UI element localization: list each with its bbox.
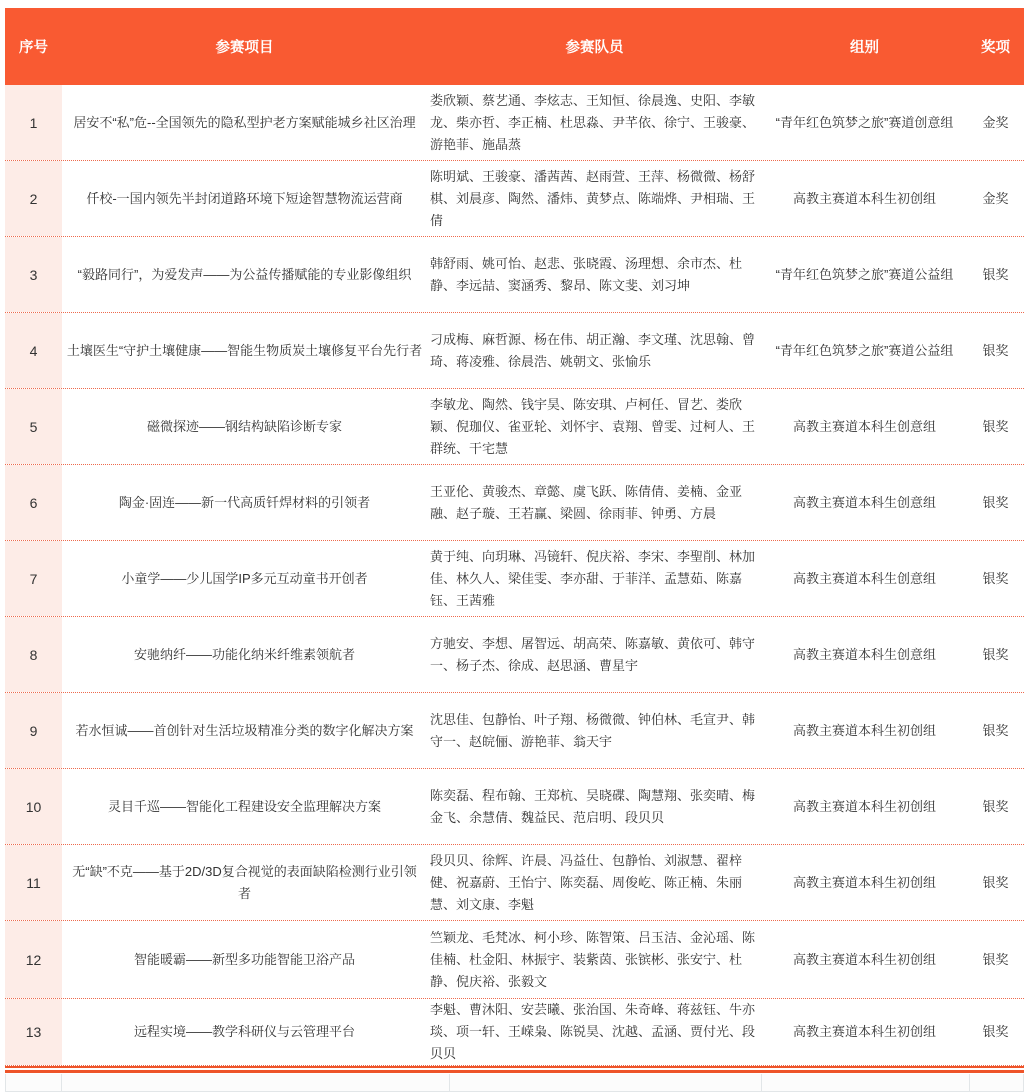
cell-members	[427, 769, 762, 844]
cell-project	[62, 999, 427, 1065]
empty-partial-row	[5, 1074, 1024, 1092]
col-header-award: 奖项	[981, 40, 1010, 56]
cell-group-text: 高教主赛道本科生初创组	[792, 722, 936, 738]
empty-cell	[5, 1074, 62, 1091]
cell-group	[762, 313, 967, 388]
cell-project-text: 小童学——少儿国学IP多元互动童书开创者	[121, 570, 368, 586]
cell-group-text: 高教主赛道本科生初创组	[792, 874, 936, 890]
cell-project	[62, 769, 427, 844]
cell-members-text: 李敏龙、陶然、钱宇昊、陈安琪、卢柯任、冒艺、娄欣颖、倪珈仪、雀亚轮、刘怀宇、袁翔、曾雯、过柯人、王群统、干宅慧	[430, 396, 756, 456]
cell-project	[62, 389, 427, 464]
cell-no-text: 3	[29, 266, 38, 283]
table-row	[5, 541, 1024, 617]
cell-award-text: 银奖	[982, 494, 1009, 510]
table-row	[5, 693, 1024, 769]
empty-cell	[970, 1074, 1024, 1091]
cell-award	[967, 999, 1024, 1065]
cell-group-text: 高教主赛道本科生初创组	[792, 190, 936, 206]
cell-project	[62, 313, 427, 388]
cell-no	[5, 541, 62, 616]
cell-project-text: 陶金·固连——新一代高质钎焊材料的引领者	[118, 494, 371, 510]
cell-group	[762, 85, 967, 160]
cell-group	[762, 541, 967, 616]
cell-group	[762, 617, 967, 692]
cell-group	[762, 845, 967, 920]
table-row	[5, 85, 1024, 161]
empty-cell	[62, 1074, 450, 1091]
cell-group-text: 高教主赛道本科生创意组	[792, 494, 936, 510]
cell-project	[62, 693, 427, 768]
table-header-row	[5, 8, 1024, 85]
cell-group	[762, 769, 967, 844]
cell-members-text: 韩舒雨、姚可怡、赵悲、张晓霞、汤理想、余市杰、杜静、李远喆、窦涵秀、黎昂、陈文斐、刘习坤	[430, 255, 743, 293]
cell-award-text: 银奖	[982, 342, 1009, 358]
cell-no-text: 9	[29, 722, 38, 739]
cell-members	[427, 237, 762, 312]
cell-award	[967, 541, 1024, 616]
cell-award	[967, 313, 1024, 388]
cell-project	[62, 541, 427, 616]
cell-award	[967, 693, 1024, 768]
cell-group	[762, 693, 967, 768]
table-row	[5, 921, 1024, 999]
cell-group-text: 高教主赛道本科生初创组	[792, 798, 936, 814]
cell-award	[967, 465, 1024, 540]
cell-no	[5, 845, 62, 920]
cell-award-text: 银奖	[982, 570, 1009, 586]
cell-no-text: 12	[25, 951, 42, 968]
cell-members	[427, 693, 762, 768]
cell-members	[427, 85, 762, 160]
cell-group-text: “青年红色筑梦之旅”赛道公益组	[775, 342, 954, 358]
cell-award-text: 银奖	[982, 1024, 1009, 1039]
empty-cell	[450, 1074, 762, 1091]
cell-no-text: 13	[25, 1024, 42, 1040]
cell-no	[5, 999, 62, 1065]
cell-no	[5, 769, 62, 844]
cell-no	[5, 389, 62, 464]
table-row	[5, 999, 1024, 1066]
cell-members	[427, 161, 762, 236]
cell-project-text: 磁微探迹——钢结构缺陷诊断专家	[146, 418, 342, 434]
cell-award	[967, 921, 1024, 998]
table-row	[5, 617, 1024, 693]
cell-project	[62, 85, 427, 160]
cell-group-text: 高教主赛道本科生初创组	[792, 1024, 936, 1039]
table-row	[5, 313, 1024, 389]
cell-project-text: 灵目千巡——智能化工程建设安全监理解决方案	[107, 798, 381, 814]
cell-project-text: 土壤医生“守护土壤健康——智能生物质炭土壤修复平台先行者	[66, 342, 423, 358]
cell-members	[427, 617, 762, 692]
cell-members	[427, 313, 762, 388]
cell-group	[762, 999, 967, 1065]
cell-project-text: 安驰纳纤——功能化纳米纤维素领航者	[133, 646, 355, 662]
cell-project-text: 若水恒诚——首创针对生活垃圾精准分类的数字化解决方案	[75, 722, 414, 738]
cell-group-text: 高教主赛道本科生初创组	[792, 951, 936, 967]
cell-group-text: “青年红色筑梦之旅”赛道创意组	[775, 114, 954, 130]
cell-project	[62, 921, 427, 998]
cell-award	[967, 617, 1024, 692]
cell-no	[5, 617, 62, 692]
cell-group-text: 高教主赛道本科生创意组	[792, 646, 936, 662]
cell-group-text: 高教主赛道本科生创意组	[792, 570, 936, 586]
cell-project-text: 智能暖霸——新型多功能智能卫浴产品	[133, 951, 355, 967]
cell-project-text: 远程实境——教学科研仪与云管理平台	[133, 1024, 355, 1039]
cell-award-text: 银奖	[982, 646, 1009, 662]
cell-members	[427, 999, 762, 1065]
cell-project-text: 无“缺”不克——基于2D/3D复合视觉的表面缺陷检测行业引领者	[72, 863, 417, 901]
cell-award-text: 金奖	[982, 190, 1009, 206]
cell-award-text: 银奖	[982, 266, 1009, 282]
cell-no	[5, 921, 62, 998]
col-header-no: 序号	[19, 40, 48, 56]
cell-no	[5, 161, 62, 236]
cell-group	[762, 389, 967, 464]
cell-award-text: 银奖	[982, 418, 1009, 434]
cell-no	[5, 313, 62, 388]
cell-group	[762, 161, 967, 236]
footer-rule-bottom	[5, 1070, 1024, 1073]
cell-members-text: 段贝贝、徐辉、许晨、冯益仕、包静怡、刘淑慧、翟梓健、祝嘉蔚、王怡宁、陈奕磊、周俊屹、陈正楠、朱丽慧、刘文康、李魁	[430, 852, 743, 912]
table-row	[5, 389, 1024, 465]
cell-award	[967, 769, 1024, 844]
cell-award-text: 银奖	[982, 951, 1009, 967]
cell-no-text: 7	[29, 570, 38, 587]
cell-no-text: 1	[29, 114, 38, 131]
cell-no	[5, 693, 62, 768]
cell-project	[62, 237, 427, 312]
cell-no-text: 10	[25, 798, 42, 815]
cell-award	[967, 237, 1024, 312]
cell-project-text: “毅路同行”，为爱发声——为公益传播赋能的专业影像组织	[77, 266, 412, 282]
cell-award-text: 银奖	[982, 722, 1009, 738]
table-row	[5, 845, 1024, 921]
col-header-project: 参赛项目	[215, 40, 274, 56]
cell-members-text: 陈明斌、王骏豪、潘茜茜、赵雨萱、王萍、杨微微、杨舒棋、刘晨彦、陶然、潘炜、黄梦点、陈端烨、尹相瑞、王倩	[430, 168, 756, 228]
empty-cell	[762, 1074, 970, 1091]
cell-no-text: 11	[26, 874, 41, 891]
cell-project	[62, 161, 427, 236]
cell-award	[967, 389, 1024, 464]
cell-award-text: 金奖	[982, 114, 1009, 130]
table-row	[5, 769, 1024, 845]
table-row	[5, 161, 1024, 237]
cell-members-text: 陈奕磊、程布翰、王郑杭、吴晓碟、陶慧翔、张奕晴、梅金飞、余慧倩、魏益民、范启明、段贝贝	[430, 787, 756, 825]
awards-table	[5, 8, 1024, 1092]
cell-award-text: 银奖	[982, 874, 1009, 890]
cell-no-text: 4	[29, 342, 38, 359]
cell-members	[427, 465, 762, 540]
cell-members-text: 黄于纯、向玥琳、冯镜轩、倪庆裕、李宋、李聖削、林加佳、林久人、梁佳雯、李亦甜、于菲洋、孟慧茹、陈嘉钰、王茜雅	[430, 548, 756, 608]
cell-project	[62, 465, 427, 540]
cell-group	[762, 237, 967, 312]
cell-members-text: 刁成梅、麻哲源、杨在伟、胡正瀚、李文瑾、沈思翰、曾琦、蒋凌雅、徐晨浩、姚朝文、张愉乐	[430, 331, 756, 369]
cell-group	[762, 921, 967, 998]
cell-members	[427, 541, 762, 616]
col-header-group: 组别	[850, 40, 879, 56]
cell-group-text: 高教主赛道本科生创意组	[792, 418, 936, 434]
cell-members-text: 李魁、曹沐阳、安芸曦、张治国、朱奇峰、蒋兹钰、牛亦琰、项一轩、王嵘枭、陈锐昊、沈越、孟涵、贾付光、段贝贝	[430, 1002, 756, 1061]
cell-members-text: 沈思佳、包静怡、叶子翔、杨微微、钟伯林、毛宣尹、韩守一、赵皖俪、游艳菲、翁天宇	[430, 711, 756, 749]
cell-no	[5, 85, 62, 160]
cell-no-text: 8	[29, 646, 38, 663]
cell-members-text: 娄欣颖、蔡艺通、李炫志、王知恒、徐晨逸、史阳、李敏龙、柴亦哲、李正楠、杜思淼、尹芊依、徐宁、王骏豪、游艳菲、施晶蒸	[430, 92, 756, 152]
cell-project	[62, 617, 427, 692]
cell-no-text: 6	[29, 494, 38, 511]
cell-no-text: 5	[29, 418, 38, 435]
cell-members-text: 方驰安、李想、屠智远、胡高荣、陈嘉敏、黄依可、韩守一、杨子杰、徐成、赵思涵、曹星宇	[430, 635, 756, 673]
cell-members	[427, 921, 762, 998]
cell-no	[5, 465, 62, 540]
cell-award-text: 银奖	[982, 798, 1009, 814]
cell-award	[967, 85, 1024, 160]
cell-no-text: 2	[29, 190, 38, 207]
cell-project-text: 居安不“私”危--全国领先的隐私型护老方案赋能城乡社区治理	[73, 114, 416, 130]
table-row	[5, 237, 1024, 313]
cell-project	[62, 845, 427, 920]
cell-members	[427, 389, 762, 464]
col-header-members: 参赛队员	[565, 40, 624, 56]
cell-project-text: 仟校-一国内领先半封闭道路环境下短途智慧物流运营商	[86, 190, 403, 206]
table-body	[5, 85, 1024, 1066]
table-row	[5, 465, 1024, 541]
cell-award	[967, 845, 1024, 920]
cell-group	[762, 465, 967, 540]
cell-members-text: 竺颖龙、毛梵冰、柯小珍、陈智策、吕玉洁、金沁瑶、陈佳楠、杜金阳、林振宇、装紫茵、张镔彬、张安宁、杜静、倪庆裕、张毅文	[430, 929, 756, 989]
cell-members-text: 王亚伦、黄骏杰、章懿、虞飞跃、陈倩倩、姜楠、金亚融、赵子璇、王若赢、梁圆、徐雨菲、钟勇、方晨	[430, 483, 743, 521]
cell-group-text: “青年红色筑梦之旅”赛道公益组	[775, 266, 954, 282]
cell-no	[5, 237, 62, 312]
cell-members	[427, 845, 762, 920]
cell-award	[967, 161, 1024, 236]
